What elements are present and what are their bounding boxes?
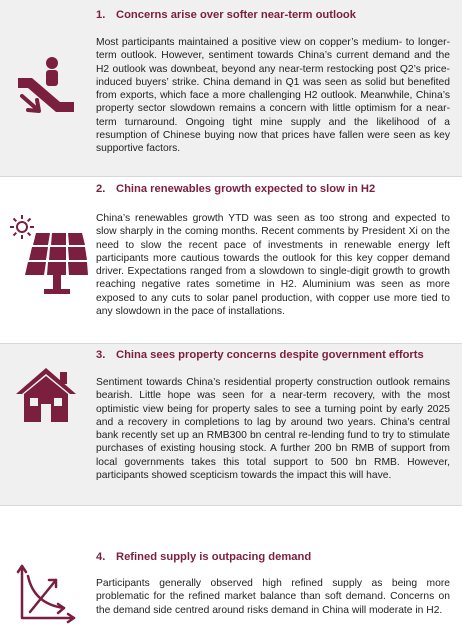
section-2-number: 2.: [96, 183, 106, 195]
section-4-icon-column: [0, 506, 96, 643]
solar-panel-icon: [8, 213, 88, 297]
supply-demand-chart-icon: [16, 564, 76, 624]
section-3-heading: [96, 348, 450, 362]
section-1-number: 1.: [96, 9, 106, 21]
section-3-number: 3.: [96, 349, 106, 361]
section-3-icon-column: [0, 344, 96, 505]
section-4: [0, 506, 462, 643]
section-2-heading: [96, 182, 450, 196]
section-4-number: 4.: [96, 551, 106, 563]
section-4-heading: [96, 550, 450, 564]
section-2-content: [96, 177, 462, 343]
section-1-heading: [96, 8, 450, 22]
section-4-body: Participants generally observed high refined supply as being more problematic for the refined market balance than soft demand. Concerns on the demand side centred around risks demand in China will moderate in H2.: [96, 578, 450, 616]
section-1-title: Concerns arise over softer near-term outlook: [116, 9, 356, 21]
section-2-icon-column: [0, 177, 96, 343]
section-1-body: Most participants maintained a positive view on copper’s medium- to longer-term outlook. However, sentiment towards China’s current demand and the H2 outlook was downbeat, beyond any near-term restocking post Q2’s price-induced buyers’ strike. China demand in Q1 was seen as solid but benefited from exports, which face a more challenging H2 outlook. Meanwhile, China’s property sector slowdown remains a concern with little optimism for a near-term turnaround. Ongoing tight mine supply and the likelihood of a resumption of Chinese buying now that prices have fallen were seen as key supportive factors.: [96, 37, 450, 155]
section-1: [0, 0, 462, 176]
section-3-title: China sees property concerns despite government efforts: [116, 349, 424, 361]
down-escalator-icon: [14, 56, 78, 116]
section-2-title: China renewables growth expected to slow in H2: [116, 183, 376, 195]
section-4-title: Refined supply is outpacing demand: [116, 551, 312, 563]
sun-icon: [10, 215, 34, 239]
section-3-body: Sentiment towards China’s residential property construction outlook remains bearish. Little hope was seen for a near-term recovery, with the most optimistic view being for property sales to see a turning point by early 2025 and a recovery in completions to lag by around two years. China’s central bank recently set up an RMB300 bn central re-lending fund to try to stimulate purchases of existing housing stock. A further 200 bn RMB of support from local governments takes this total support to 500 bn RMB. However, participants showed scepticism towards the impact this will have.: [96, 377, 450, 482]
section-2-body: China’s renewables growth YTD was seen as too strong and expected to slow sharply in the coming months. Recent comments by President Xi on the need to slow the recent pace of investments in renewable energy left participants more cautious towards the outlook for this key copper demand driver. Expectations ranged from a slowdown to single-digit growth to growth reaching negative rates sometime in H2. Aluminium was seen as more exposed to any cuts to solar panel production, with copper use more tied to any slowdown in the pace of installations.: [96, 213, 450, 318]
house-icon: [12, 364, 80, 424]
section-2: [0, 177, 462, 343]
section-1-icon-column: [0, 0, 96, 176]
section-3: [0, 344, 462, 505]
section-1-content: [96, 0, 462, 176]
section-3-content: [96, 344, 462, 505]
section-4-content: [96, 506, 462, 643]
